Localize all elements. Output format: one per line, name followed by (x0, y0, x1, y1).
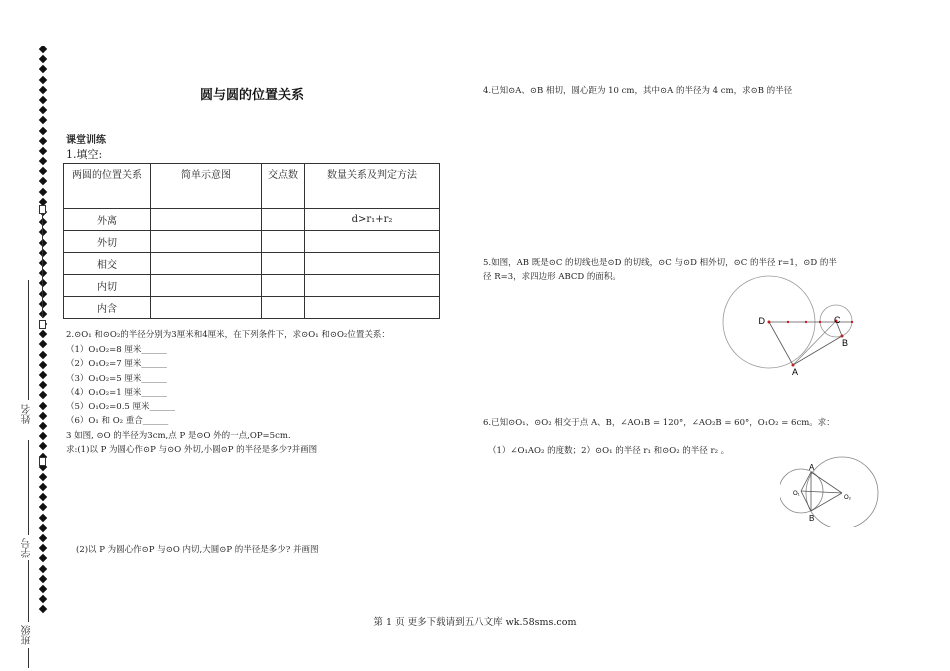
binding-diamond (39, 310, 47, 318)
binding-diamond (39, 534, 47, 542)
table-cell-points[interactable] (262, 297, 305, 319)
table-cell-relation: 外切 (64, 231, 151, 253)
table-cell-relation: 外离 (64, 209, 151, 231)
label-b: B (809, 514, 815, 523)
table-row (64, 209, 440, 231)
relation-table (63, 163, 440, 319)
binding-diamond (39, 136, 47, 144)
q3-part2: (2)以 P 为圆心作⊙P 与⊙O 内切,大圆⊙P 的半径是多少? 并画图 (76, 545, 319, 555)
point-mark (851, 321, 853, 323)
binding-diamond (39, 96, 47, 104)
binding-diamond-line (37, 46, 49, 621)
q2-item: （2）O₁O₂=7 厘米______ (66, 359, 167, 369)
table-cell-relation: 内切 (64, 275, 151, 297)
table-cell-sketch[interactable] (151, 297, 262, 319)
binding-diamond (39, 187, 47, 195)
class-underline (28, 560, 29, 622)
binding-diamond (39, 86, 47, 94)
q5-line2: 径 R=3，求四边形 ABCD 的面积。 (483, 272, 621, 282)
table-header: 交点数 (262, 164, 305, 209)
section-title: 课堂训练 (66, 135, 106, 146)
label-a: A (792, 367, 799, 377)
binding-diamond (39, 249, 47, 257)
table-header: 数量关系及判定方法 (305, 164, 440, 209)
binding-diamond (39, 116, 47, 124)
table-cell-sketch[interactable] (151, 275, 262, 297)
table-cell-rule[interactable]: d>r₁+r₂ (305, 209, 440, 231)
table-cell-sketch[interactable] (151, 231, 262, 253)
id-label: 学号 (22, 538, 33, 558)
margin-box (39, 205, 46, 214)
q2-item: （4）O₁O₂=1 厘米______ (66, 388, 167, 398)
margin-box (39, 320, 46, 329)
table-cell-rule[interactable] (305, 253, 440, 275)
q2-item: （6）O₁ 和 O₂ 重合______ (66, 416, 169, 426)
binding-diamond (39, 371, 47, 379)
segment-da (769, 322, 793, 365)
q3-stem: 3 如图, ⊙O 的半径为3cm,点 P 是⊙O 外的一点,OP=5cm. (66, 431, 291, 441)
page-title: 圆与圆的位置关系 (200, 88, 305, 103)
binding-diamond (39, 524, 47, 532)
point-mark (819, 321, 821, 323)
binding-diamond (39, 330, 47, 338)
label-b: B (842, 338, 849, 348)
table-cell-points[interactable] (262, 231, 305, 253)
segment-o1o2 (801, 491, 842, 493)
q6-figure (780, 455, 885, 527)
binding-diamond (39, 564, 47, 572)
binding-diamond (39, 167, 47, 175)
binding-diamond (39, 147, 47, 155)
table-header: 两圆的位置关系 (64, 164, 151, 209)
table-cell-points[interactable] (262, 275, 305, 297)
binding-diamond (39, 513, 47, 521)
segment-o2b (811, 493, 842, 511)
table-cell-rule[interactable] (305, 297, 440, 319)
binding-diamond (39, 361, 47, 369)
table-row (64, 253, 440, 275)
binding-diamond (39, 279, 47, 287)
table-cell-rule[interactable] (305, 231, 440, 253)
id-underline (28, 440, 29, 535)
label-o1: O₁ (793, 491, 800, 497)
binding-diamond (39, 483, 47, 491)
q2-item: （3）O₁O₂=5 厘米______ (66, 374, 167, 384)
q4-text: 4.已知⊙A、⊙B 相切，圆心距为 10 cm，其中⊙A 的半径为 4 cm，求⊙B 的半径 (483, 86, 793, 96)
binding-diamond (39, 228, 47, 236)
margin-divider (42, 208, 43, 318)
binding-diamond (39, 340, 47, 348)
page-footer: 第 1 页 更多下载请到五八文库 wk.58sms.com (373, 617, 577, 628)
label-a: A (809, 463, 815, 472)
binding-diamond (39, 177, 47, 185)
q1-label: 1.填空: (66, 148, 103, 161)
binding-diamond (39, 106, 47, 114)
binding-diamond (39, 55, 47, 63)
table-cell-points[interactable] (262, 209, 305, 231)
binding-margin (0, 0, 62, 671)
margin-box (39, 457, 46, 466)
point-mark (805, 321, 807, 323)
point-d (768, 321, 771, 324)
class-label: 班级 (22, 625, 33, 645)
binding-diamond (39, 289, 47, 297)
binding-diamond (39, 65, 47, 73)
binding-diamond (39, 503, 47, 511)
table-cell-rule[interactable] (305, 275, 440, 297)
label-c: C (834, 315, 841, 325)
name-underline (28, 280, 29, 400)
table-cell-sketch[interactable] (151, 253, 262, 275)
table-header: 简单示意图 (151, 164, 262, 209)
binding-diamond (39, 350, 47, 358)
q2-item: （5）O₁O₂=0.5 厘米______ (66, 402, 176, 412)
table-cell-relation: 相交 (64, 253, 151, 275)
binding-diamond (39, 299, 47, 307)
binding-diamond (39, 401, 47, 409)
binding-diamond (39, 218, 47, 226)
binding-diamond (39, 554, 47, 562)
binding-diamond (39, 391, 47, 399)
table-cell-points[interactable] (262, 253, 305, 275)
binding-diamond (39, 381, 47, 389)
name-label: 姓名 (22, 404, 33, 424)
q6-line1: 6.已知⊙O₁、⊙O₂ 相交于点 A、B，∠AO₁B = 120°，∠AO₂B = 60°，O₁O₂ = 6cm。求： (483, 418, 835, 428)
label-o2: O₂ (844, 495, 851, 501)
binding-diamond (39, 473, 47, 481)
q2-item: （1）O₁O₂=8 厘米______ (66, 345, 167, 355)
q5-figure (722, 270, 872, 380)
binding-diamond (39, 126, 47, 134)
table-cell-sketch[interactable] (151, 209, 262, 231)
point-mark (787, 321, 789, 323)
q5-line1: 5.如图，AB 既是⊙C 的切线也是⊙D 的切线，⊙C 与⊙D 相外切，⊙C 的半径 r=1，⊙D 的半 (483, 258, 837, 268)
binding-diamond (39, 422, 47, 430)
binding-diamond (39, 259, 47, 267)
binding-diamond (39, 75, 47, 83)
q6-line2: （1）∠O₁AO₂ 的度数；2）⊙O₁ 的半径 r₁ 和⊙O₂ 的半径 r₂ 。 (488, 446, 730, 456)
segment-o2a (811, 472, 842, 493)
binding-diamond (39, 157, 47, 165)
binding-diamond (39, 544, 47, 552)
table-row (64, 231, 440, 253)
binding-diamond (39, 432, 47, 440)
q2-stem: 2.⊙O₁ 和⊙O₂的半径分别为3厘米和4厘米，在下列条件下，求⊙O₁ 和⊙O₂位置关系： (66, 330, 390, 340)
binding-diamond (39, 575, 47, 583)
binding-diamond (39, 269, 47, 277)
binding-diamond (39, 585, 47, 593)
label-d: D (758, 316, 765, 326)
binding-diamond (39, 595, 47, 603)
binding-diamond (39, 605, 47, 613)
table-cell-relation: 内含 (64, 297, 151, 319)
table-row (64, 275, 440, 297)
binding-diamond (39, 493, 47, 501)
binding-diamond (39, 46, 47, 53)
binding-diamond (39, 442, 47, 450)
class-underline-end (28, 648, 29, 668)
q3-part1: 求:(1)以 P 为圆心作⊙P 与⊙O 外切,小圆⊙P 的半径是多少?并画图 (66, 445, 318, 455)
table-row (64, 297, 440, 319)
binding-diamond (39, 238, 47, 246)
binding-diamond (39, 412, 47, 420)
